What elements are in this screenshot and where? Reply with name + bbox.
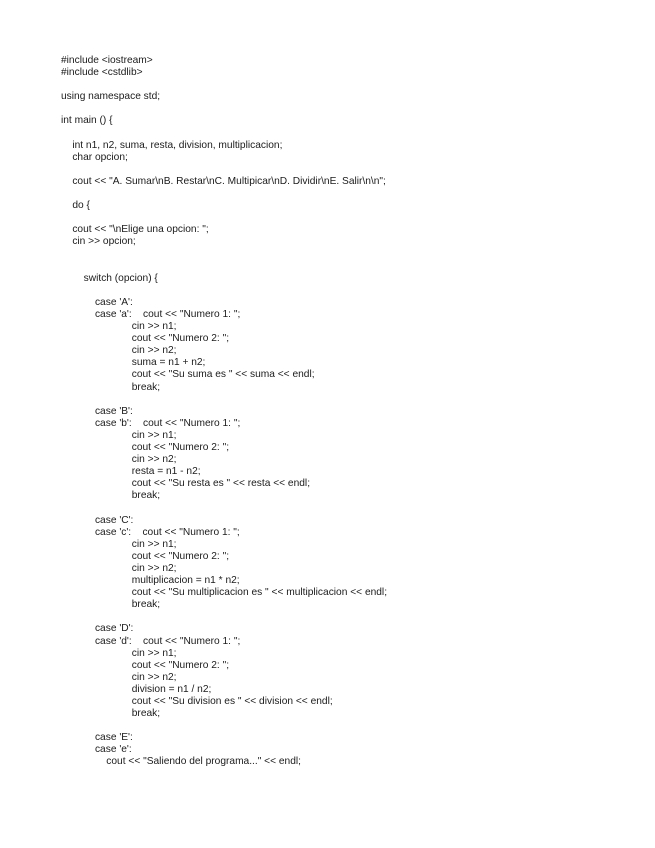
code-line: [61, 502, 387, 514]
code-line: division = n1 / n2;: [61, 683, 212, 695]
code-line: cin >> n2;: [61, 562, 177, 574]
code-line: [61, 720, 387, 732]
code-line: cout << "Su resta es " << resta << endl;: [61, 478, 311, 490]
code-line: cin >> n1;: [61, 321, 177, 333]
code-line: cout << "Su suma es " << suma << endl;: [61, 369, 315, 381]
code-line: [61, 212, 387, 224]
code-line: break;: [61, 381, 161, 393]
code-line: case 'e':: [61, 744, 132, 756]
code-line: case 'D':: [61, 623, 134, 635]
code-line: #include <iostream>: [61, 55, 153, 66]
code-line: do {: [61, 200, 90, 212]
code-line: cout << "\nElige una opcion: ";: [61, 224, 209, 236]
code-line: break;: [61, 708, 161, 720]
code-line: [61, 188, 387, 200]
code-line: case 'A':: [61, 296, 133, 308]
code-line: case 'd': cout << "Numero 1: ";: [61, 635, 241, 647]
code-line: cout << "Numero 2: ";: [61, 659, 230, 671]
code-line: case 'C':: [61, 514, 134, 526]
code-line: cin >> n2;: [61, 454, 177, 466]
code-line: using namespace std;: [61, 91, 161, 103]
code-line: case 'E':: [61, 732, 133, 744]
code-line: cin >> opcion;: [61, 236, 136, 248]
code-line: [61, 261, 387, 273]
code-line: suma = n1 + n2;: [61, 357, 206, 369]
code-line: cin >> n2;: [61, 671, 177, 683]
code-line: cin >> n1;: [61, 647, 177, 659]
code-line: multiplicacion = n1 * n2;: [61, 575, 240, 587]
source-code-listing: [61, 55, 387, 769]
code-line: case 'b': cout << "Numero 1: ";: [61, 417, 241, 429]
code-line: [61, 394, 387, 406]
code-line: [61, 164, 387, 176]
code-line: cout << "Numero 2: ";: [61, 442, 230, 453]
code-line: resta = n1 - n2;: [61, 466, 201, 478]
code-line: cout << "A. Sumar\nB. Restar\nC. Multipicar\nD. Dividir\nE. Salir\n\n";: [61, 175, 386, 187]
code-line: case 'c': cout << "Numero 1: ";: [61, 526, 240, 538]
code-line: [61, 611, 387, 623]
code-line: case 'B':: [61, 405, 133, 417]
code-line: switch (opcion) {: [61, 272, 158, 284]
code-line: [61, 128, 387, 140]
code-line: cout << "Numero 2: ";: [61, 333, 230, 345]
code-line: [61, 79, 387, 91]
code-line: cout << "Numero 2: ";: [61, 550, 230, 562]
code-line: char opcion;: [61, 151, 128, 163]
code-line: int n1, n2, suma, resta, division, multiplicacion;: [61, 139, 283, 151]
code-line: [61, 249, 387, 261]
code-line: break;: [61, 599, 161, 611]
code-line: cin >> n1;: [61, 538, 177, 550]
code-line: cin >> n2;: [61, 345, 177, 357]
code-line: cout << "Saliendo del programa..." << endl;: [61, 756, 301, 768]
code-line: cin >> n1;: [61, 429, 177, 441]
code-line: break;: [61, 490, 161, 502]
code-line: #include <cstdlib>: [61, 67, 143, 79]
code-line: cout << "Su multiplicacion es " << multiplicacion << endl;: [61, 587, 388, 599]
code-line: int main () {: [61, 115, 113, 127]
code-line: cout << "Su division es " << division << endl;: [61, 695, 333, 707]
code-line: [61, 285, 387, 297]
code-line: case 'a': cout << "Numero 1: ";: [61, 308, 241, 320]
code-line: [61, 103, 387, 115]
